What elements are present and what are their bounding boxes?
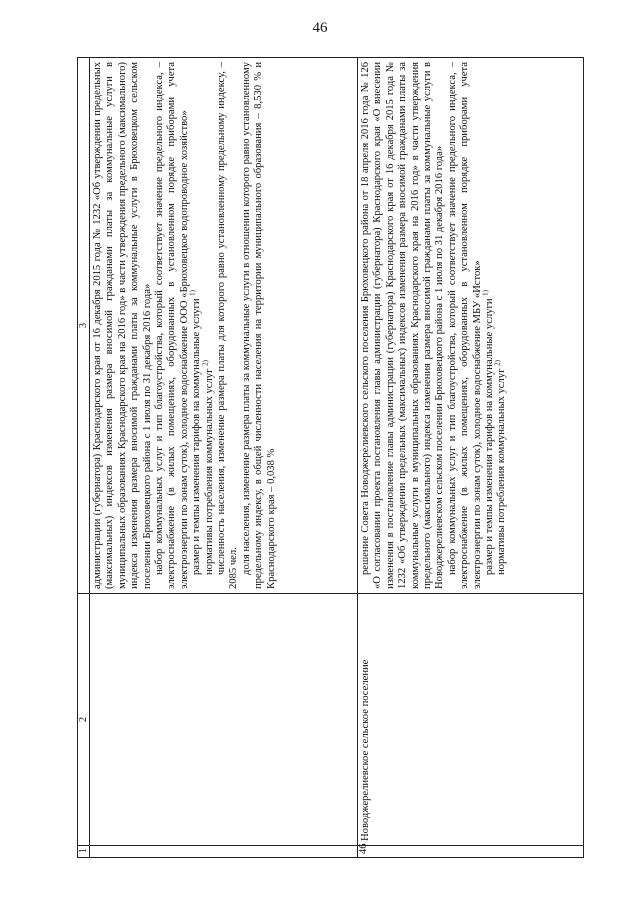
paragraph-norms: [201, 62, 216, 589]
row-number: 46: [358, 846, 584, 858]
paragraph-decree: администрации (губернатора) Краснодарского края от 16 декабря 2015 года № 1232 «Об утверждении предельных (максимальных) индексов изменения размера вносимой гражданами платы за коммунальные услуги в муниципальных образованиях Краснодарского края на 2016 год» в части утверждения предельного (максимального) индекса изменения размера вносимой гражданами платы за коммунальные услуги в Брюховецком сельском поселении Брюховецкого района с 1 июля по 31 декабря 2016 года»: [92, 62, 153, 589]
paragraph-population: численность населения, изменение размера платы для которого равно установленному предельному индексу, – 2085 чел.: [216, 62, 240, 589]
paragraph-share: доля населения, изменение размера платы за коммунальные услуги в отношении которого равно установленному предельному индексу, в общей численности населения на территории муниципального образования – 8,530 % и Краснодарского края – 0,038 %: [240, 62, 277, 589]
table-header-row: [78, 58, 90, 858]
paragraph-norms: [493, 62, 508, 589]
header-col-2: 2: [78, 594, 90, 846]
rotated-table-container: [77, 58, 585, 858]
table-row: [90, 58, 358, 858]
paragraph-services: набор коммунальных услуг и тип благоустройства, который соответствует значение предельного индекса, – электроснабжение (в жилых помещениях, оборудованных в установленном порядке приборами учета электроэнергии по зонам суток), холодное водоснабжение МБУ «Исток»: [446, 62, 483, 589]
tariffs-text: размер и темпы изменения тарифов на коммунальные услуги: [191, 298, 203, 575]
settlements-table: [77, 57, 584, 858]
page-number: 46: [312, 20, 328, 36]
footnote-marker: 2): [201, 360, 210, 366]
row-details: [90, 58, 358, 594]
tariffs-text: размер и темпы изменения тарифов на коммунальные услуги: [484, 298, 496, 575]
footnote-marker: 1): [481, 290, 490, 296]
paragraph-decree: решение Совета Новоджерелиевского сельского поселения Брюховецкого района от 18 апреля 2016 года № 126 «О согласовании проекта постановления главы администрации (губернатора) Краснодарского края «О внесении изменения в постановление главы администрации (губернатора) Краснодарского края от 16 декабря 2015 года № 1232 «Об утверждении предельных (максимальных) индексов изменения размера вносимой гражданами платы за коммунальные услуги в муниципальных образованиях Краснодарского края на 2016 год» в части утверждения предельного (максимального) индекса изменения размера вносимой гражданами платы за коммунальные услуги в Новоджерелиевском сельском поселении Брюховецкого района с 1 июля по 31 декабря 2016 года»: [360, 62, 446, 589]
paragraph-services: набор коммунальных услуг и тип благоустройства, который соответствует значение предельного индекса, – электроснабжение (в жилых помещениях, оборудованных в установленном порядке приборами учета электроэнергии по зонам суток), холодное водоснабжение ООО «Брюховецкое водопроводное хозяйство»: [154, 62, 190, 589]
footnote-marker: 2): [493, 360, 502, 366]
norms-text: нормативы потребления коммунальных услуг: [496, 368, 508, 575]
header-col-3: 3: [78, 58, 90, 594]
header-col-1: 1: [78, 846, 90, 858]
table-row: [358, 58, 584, 858]
footnote-marker: 1): [188, 290, 197, 296]
paragraph-tariffs: [481, 62, 496, 589]
row-number: [90, 846, 358, 858]
norms-text: нормативы потребления коммунальных услуг: [203, 368, 215, 575]
settlement-name: [90, 594, 358, 846]
settlement-name: Новоджерелиевское сельское поселение: [358, 594, 584, 846]
row-details: [358, 58, 584, 594]
paragraph-tariffs: [188, 62, 203, 589]
